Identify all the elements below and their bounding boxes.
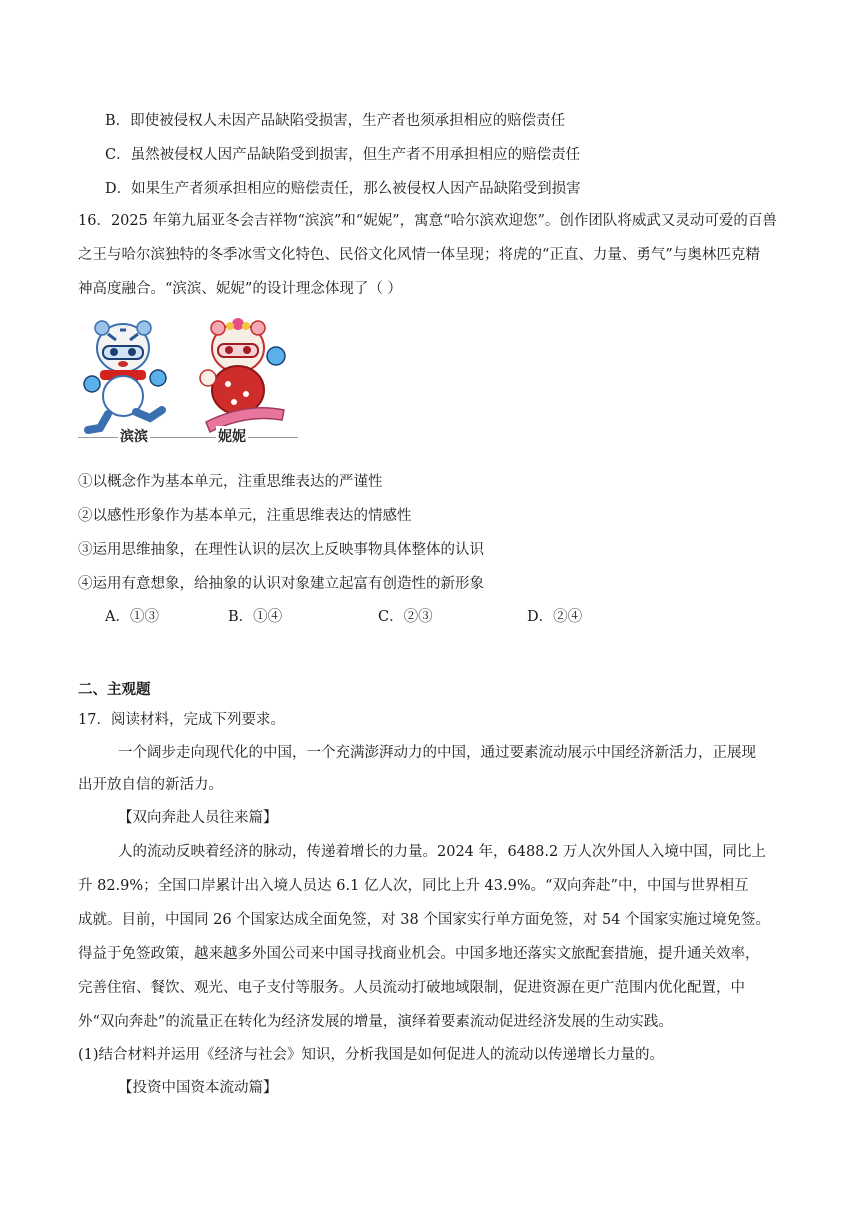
q15-option-c: C．虽然被侵权人因产品缺陷受到损害，但生产者不用承担相应的赔偿责任 <box>105 147 581 163</box>
q16-stem-line-3: 神高度融合。“滨滨、妮妮”的设计理念体现了（ ） <box>78 281 402 297</box>
section-heading: 二、主观题 <box>78 681 151 698</box>
q17-para1-line-2: 出开放自信的新活力。 <box>78 777 223 793</box>
q17-para2-line-6: 外“双向奔赴”的流量正在转化为经济发展的增量，演绎着要素流动促进经济发展的生动实践。 <box>78 1014 673 1030</box>
q17-subsection-title-1: 【双向奔赴人员往来篇】 <box>118 810 278 826</box>
q15-option-d: D．如果生产者须承担相应的赔偿责任，那么被侵权人因产品缺陷受到损害 <box>105 181 581 197</box>
binbin-mascot-image <box>84 321 166 430</box>
caption-binbin: 滨滨 <box>118 426 150 446</box>
q16-stem-line-2: 之王与哈尔滨独特的冬季冰雪文化特色、民俗文化风情一体呈现；将虎的“正直、力量、勇气”与奥林匹克精 <box>78 247 760 263</box>
q15-option-b: B．即使被侵权人未因产品缺陷受损害，生产者也须承担相应的赔偿责任 <box>105 113 566 129</box>
q16-statement-2: ②以感性形象作为基本单元，注重思维表达的情感性 <box>78 508 412 524</box>
q17-para2-line-2: 升 82.9%；全国口岸累计出入境人员达 6.1 亿人次，同比上升 43.9%。“双向奔赴”中，中国与世界相互 <box>78 878 749 894</box>
q17-intro: 17．阅读材料，完成下列要求。 <box>78 712 285 728</box>
q17-para1-line-1: 一个阔步走向现代化的中国，一个充满澎湃动力的中国，通过要素流动展示中国经济新活力，正展现 <box>118 745 756 761</box>
q17-para2-line-5: 完善住宿、餐饮、观光、电子支付等服务。人员流动打破地域限制，促进资源在更广范围内优化配置，中 <box>78 980 745 996</box>
figure-caption-rule <box>78 437 298 438</box>
q16-statement-4: ④运用有意想象，给抽象的认识对象建立起富有创造性的新形象 <box>78 576 484 592</box>
q16-stem-line-1: 16．2025 年第九届亚冬会吉祥物“滨滨”和“妮妮”，寓意“哈尔滨欢迎您”。创作团队将威武又灵动可爱的百兽 <box>78 213 777 229</box>
q17-subsection-title-2: 【投资中国资本流动篇】 <box>118 1080 278 1096</box>
nini-mascot-image <box>200 318 285 432</box>
q16-choice-b: B．①④ <box>228 609 283 625</box>
q16-choice-d: D．②④ <box>527 609 583 625</box>
q17-question-1: (1)结合材料并运用《经济与社会》知识，分析我国是如何促进人的流动以传递增长力量的。 <box>78 1047 665 1063</box>
q16-choice-c: C．②③ <box>378 609 433 625</box>
mascot-figure <box>78 318 298 446</box>
q17-para2-line-4: 得益于免签政策，越来越多外国公司来中国寻找商业机会。中国多地还落实文旅配套措施，提升通关效率， <box>78 946 760 962</box>
q16-statement-3: ③运用思维抽象，在理性认识的层次上反映事物具体整体的认识 <box>78 542 484 558</box>
q17-para2-line-3: 成就。目前，中国同 26 个国家达成全面免签，对 38 个国家实行单方面免签，对 54 个国家实施过境免签。 <box>78 912 771 928</box>
q16-statement-1: ①以概念作为基本单元，注重思维表达的严谨性 <box>78 474 383 490</box>
q17-para2-line-1: 人的流动反映着经济的脉动，传递着增长的力量。2024 年，6488.2 万人次外国人入境中国，同比上 <box>118 844 766 860</box>
mascot-illustration <box>78 318 298 446</box>
q16-choice-a: A．①③ <box>105 609 159 625</box>
caption-nini: 妮妮 <box>216 426 248 446</box>
